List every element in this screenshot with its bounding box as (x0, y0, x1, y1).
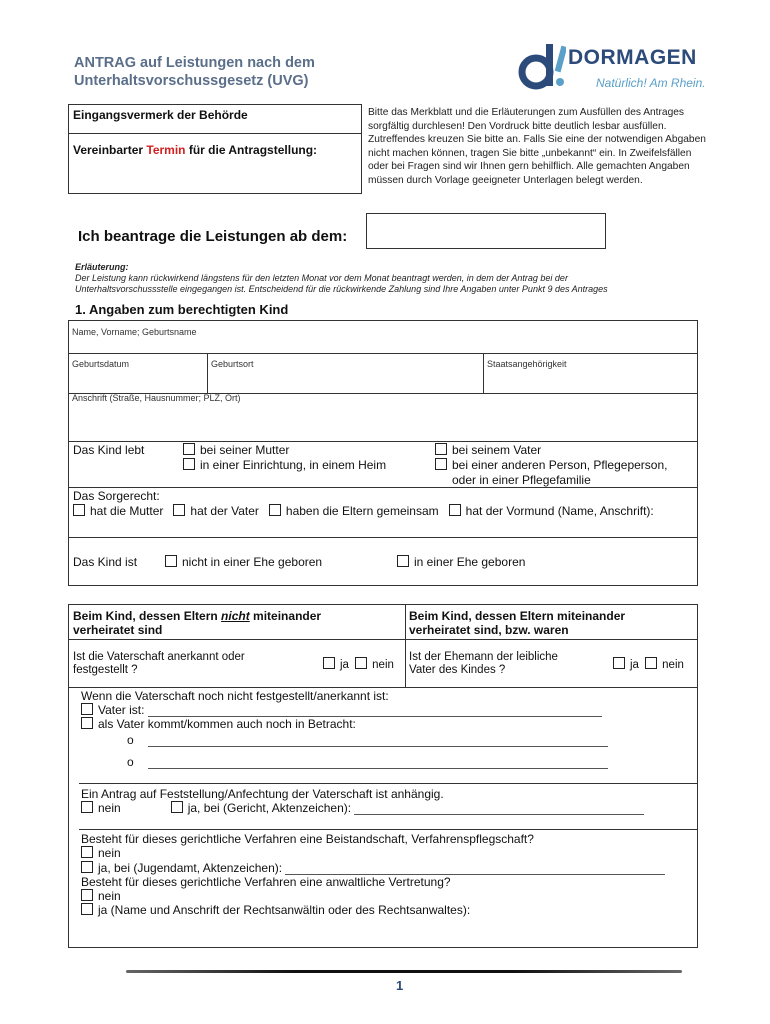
left-question: Ist die Vaterschaft anerkannt oder festgestellt ? (73, 651, 245, 676)
child-details-box: Name, Vorname; Geburtsname Geburtsdatum Geburtsort Staatsangehörigkeit Anschrift (Straße, Hausnummer; PLZ, Ort) Das Kind lebt bei seiner Mutter in einer Einrichtung, in einem Heim bei seinem Vater bei einer anderen Person, Pflegeperson, oder in einer Pflegefamilie Das Sorgerecht: hat die Mutter hat der Vater haben die Eltern gemeinsam hat der Vormund (Name, Anschrift): Das Kind ist nicht in einer Ehe geboren in einer Ehe geboren (68, 320, 698, 586)
birthplace-label: Geburtsort (211, 359, 254, 369)
procedure-yes-checkbox[interactable] (171, 801, 183, 813)
custody-label: Das Sorgerecht: (73, 489, 160, 503)
lives-father-checkbox[interactable] (435, 443, 447, 455)
court-input[interactable] (354, 814, 644, 815)
unknown-father-section: Wenn die Vaterschaft noch nicht festgestellt/anerkannt ist: Vater ist: als Vater kommt/kommen auch noch in Betracht: o o (81, 689, 681, 769)
advisor-no-checkbox[interactable] (81, 846, 93, 858)
office-box (68, 104, 362, 194)
form-title: ANTRAG auf Leistungen nach dem Unterhaltsvorschussgesetz (UVG) (74, 55, 315, 89)
start-date-input[interactable] (366, 213, 606, 249)
custody-options: hat die Mutter hat der Vater haben die Eltern gemeinsam hat der Vormund (Name, Anschrift): (73, 504, 654, 518)
logo-mark-icon (516, 40, 566, 92)
address-label: Anschrift (Straße, Hausnummer; PLZ, Ort) (72, 393, 241, 403)
logo-name: DORMAGEN (568, 46, 697, 69)
acknowledged-no-checkbox[interactable] (355, 657, 367, 669)
born-married-checkbox[interactable] (397, 555, 409, 567)
custody-both-checkbox[interactable] (269, 504, 281, 516)
procedure-section: Ein Antrag auf Feststellung/Anfechtung der Vaterschaft ist anhängig. nein ja, bei (Gericht, Aktenzeichen): (81, 787, 681, 815)
right-heading: Beim Kind, dessen Eltern miteinander verheiratet sind, bzw. waren (409, 609, 626, 637)
lives-mother-checkbox[interactable] (183, 443, 195, 455)
nationality-label: Staatsangehörigkeit (487, 359, 567, 369)
custody-mother-checkbox[interactable] (73, 504, 85, 516)
acknowledged-yes-checkbox[interactable] (323, 657, 335, 669)
appointment-label: Vereinbarter Termin für die Antragstellung: (73, 143, 318, 157)
explanation: Erläuterung: Der Leistung kann rückwirkend längstens für den letzten Monat vor dem Monat beantragt werden, in dem der Antrag bei der Unterhaltsvorschussstelle eingegangen ist. Entscheidend für die rückwirkende Zahlung sind Ihre Angaben unter Punkt 9 des Antrages (75, 262, 608, 294)
possible-father-2-input[interactable] (148, 768, 608, 769)
office-received-label: Eingangsvermerk der Behörde (73, 108, 248, 122)
lives-other-checkbox[interactable] (435, 458, 447, 470)
procedure-no-checkbox[interactable] (81, 801, 93, 813)
name-label: Name, Vorname; Geburtsname (72, 327, 197, 337)
logo-tagline: Natürlich! Am Rhein. (596, 76, 706, 90)
name-input[interactable] (69, 337, 697, 353)
biological-no-checkbox[interactable] (645, 657, 657, 669)
section1-heading: 1. Angaben zum berechtigten Kind (75, 302, 289, 317)
birthdate-label: Geburtsdatum (72, 359, 130, 369)
lawyer-yes-checkbox[interactable] (81, 903, 93, 915)
paternity-box: Beim Kind, dessen Eltern nicht miteinander verheiratet sind Beim Kind, dessen Eltern miteinander verheiratet sind, bzw. waren Ist die Vaterschaft anerkannt oder festgestellt ? ja nein Ist der Ehemann der leibliche Vater des Kindes ? ja nein Wenn die Vaterschaft noch nicht festgestellt/anerkannt ist: Vater ist: als Vater kommt/kommen auch noch in Betracht: o o Ein Antrag auf Feststellung/Anfechtung der Vaterschaft ist anhängig. nein ja, bei (Gericht, Aktenzeichen): Besteht für dieses gerichtliche Verfahren eine Beistandschaft, Verfahrenspflegschaft? nein ja, bei (Jugendamt, Aktenzeichen): Besteht für dieses gerichtliche Verfahren eine anwaltliche Vertretung? nein ja (Name und Anschrift der Rechtsanwältin oder des Rechtsanwaltes): (68, 604, 698, 948)
lives-institution-checkbox[interactable] (183, 458, 195, 470)
lawyer-no-checkbox[interactable] (81, 889, 93, 901)
advisor-yes-checkbox[interactable] (81, 861, 93, 873)
left-heading: Beim Kind, dessen Eltern nicht miteinander verheiratet sind (73, 609, 322, 637)
possible-fathers-checkbox[interactable] (81, 717, 93, 729)
born-unmarried-checkbox[interactable] (165, 555, 177, 567)
father-is-checkbox[interactable] (81, 703, 93, 715)
advisor-section: Besteht für dieses gerichtliche Verfahren eine Beistandschaft, Verfahrenspflegschaft? nein ja, bei (Jugendamt, Aktenzeichen): Besteht für dieses gerichtliche Verfahren eine anwaltliche Vertretung? nein ja (Name und Anschrift der Rechtsanwältin oder des Rechtsanwaltes): (81, 832, 691, 918)
instructions-notice: Bitte das Merkblatt und die Erläuterungen zum Ausfüllen des Antrages sorgfältig durchlesen! Den Vordruck bitte deutlich lesbar ausfüllen. Zutreffendes kreuzen Sie bitte an. Falls Sie eine der notwendigen Abgaben nicht machen können, tragen Sie bitte „unbekannt“ ein. In Zweifelsfällen oder bei Fragen sind wir Ihnen gern behilflich. Alle gemachten Angaben müssen durch Vorlage geeigneter Unterlagen belegt werden. (368, 107, 706, 186)
lives-label: Das Kind lebt (73, 443, 145, 457)
biological-yes-checkbox[interactable] (613, 657, 625, 669)
possible-father-1-input[interactable] (148, 746, 608, 747)
dormagen-logo (516, 40, 726, 96)
born-label: Das Kind ist (73, 555, 138, 569)
start-date-label: Ich beantrage die Leistungen ab dem: (78, 228, 348, 245)
right-question: Ist der Ehemann der leibliche Vater des Kindes ? (409, 651, 558, 676)
page-number: 1 (396, 978, 404, 993)
custody-guardian-checkbox[interactable] (449, 504, 461, 516)
custody-father-checkbox[interactable] (173, 504, 185, 516)
footer-divider (126, 970, 682, 973)
